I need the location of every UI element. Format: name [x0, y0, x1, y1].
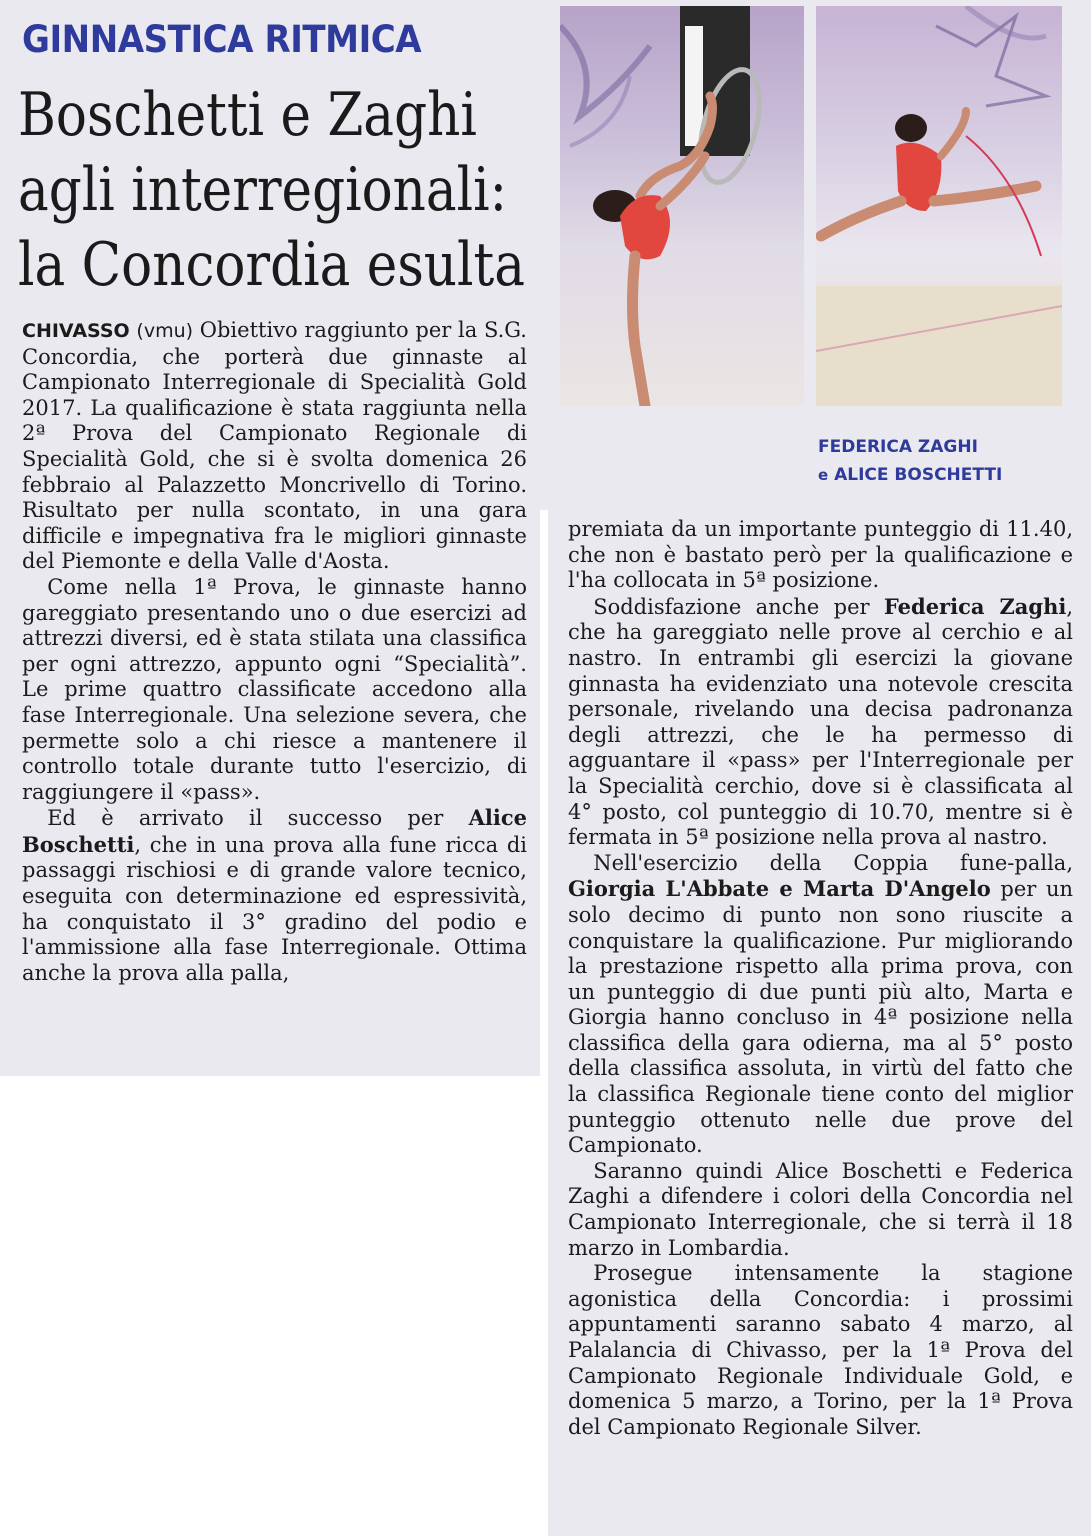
- photo-gymnast-ribbon-illustration: [816, 6, 1062, 406]
- paragraph-5-text: per un solo decimo di punto non sono riuscite a conquistare la qualificazione. Pur migliorando la prestazione rispetto alla prima prova, con un punteggio di due punti più alto, Marta e Giorgia hanno concluso in 4ª posizione nella classifica della gara odierna, ma al 5° posto della classifica assoluta, in virtù del fatto che la classifica Regionale tiene conto del miglior punteggio ottenuto nelle due prove del Campionato.: [568, 877, 1074, 1158]
- headline: [18, 78, 538, 303]
- dateline: CHIVASSO: [22, 320, 130, 342]
- paragraph-1-text: Obiettivo raggiunto per la S.G. Concordia, che porterà due ginnaste al Campionato Interregionale di Specialità Gold 2017. La qualificazione è stata raggiunta nella 2ª Prova del Campionato Regionale di Specialità Gold, che si è svolta domenica 26 febbraio al Palazzetto Moncrivello di Torino. Risultato per nulla scontato, in una gara difficile e impegnativa fra le migliori ginnaste del Piemonte e della Valle d'Aosta.: [22, 318, 527, 574]
- author-initials: (vmu): [136, 320, 194, 342]
- headline-line-2: agli interregionali:: [18, 155, 508, 225]
- name-conjunction: e: [769, 876, 803, 902]
- photo-gymnast-hoop-illustration: [560, 6, 804, 406]
- section-kicker: GINNASTICA RITMICA: [22, 18, 422, 61]
- paragraph-5-intro: Nell'esercizio della Coppia fune-palla,: [593, 850, 1073, 875]
- paragraph-4-intro: Soddisfazione anche per: [593, 594, 884, 619]
- caption-name-2: ALICE BOSCHETTI: [834, 465, 1003, 485]
- photo-gymnast-ribbon: [816, 6, 1062, 406]
- name-marta-dangelo: Marta D'Angelo: [803, 876, 991, 902]
- article-paragraph-3-continued: premiata da un importante punteggio di 11.40, che non è bastato però per la qualificazione e l'ha collocata in 5ª posizione.: [568, 517, 1073, 593]
- article-paragraph-2: Come nella 1ª Prova, le ginnaste hanno gareggiato presentando uno o due esercizi ad attrezzi diversi, ed è stata stilata una classifica per ogni attrezzo, appunto ogni “Specialità”. Le prime quattro classificate accedono alla fase Interregionale. Una selezione severa, che permette solo a chi riesce a mantenere il controllo totale durante tutto l'esercizio, di raggiungere il «pass».: [22, 574, 527, 804]
- article-paragraph-5: [568, 851, 1073, 1159]
- caption-line-2: [818, 461, 1068, 489]
- name-giorgia-labbate: Giorgia L'Abbate: [568, 876, 770, 902]
- headline-line-1: Boschetti e Zaghi: [18, 80, 477, 150]
- photo-caption: [818, 433, 1068, 489]
- headline-line-3: la Concordia esulta: [18, 230, 526, 300]
- article-paragraph-1: [22, 318, 527, 575]
- article-paragraph-4: [568, 594, 1073, 851]
- article-paragraph-6: Saranno quindi Alice Boschetti e Federica Zaghi a difendere i colori della Concordia nel Campionato Interregionale, che si terrà il 18 marzo in Lombardia.: [568, 1158, 1073, 1260]
- name-alice-boschetti: Alice Boschetti: [22, 805, 527, 857]
- paragraph-3-intro: Ed è arrivato il successo per: [47, 806, 469, 831]
- article-paragraph-3: [22, 805, 527, 986]
- article-column-right: [568, 517, 1073, 1440]
- article-column-left: [22, 318, 527, 986]
- name-federica-zaghi: Federica Zaghi: [883, 593, 1067, 619]
- caption-conjunction: e: [818, 466, 829, 484]
- article-paragraph-7: Prosegue intensamente la stagione agonistica della Concordia: i prossimi appuntamenti saranno sabato 4 marzo, al Palalancia di Chivasso, per la 1ª Prova del Campionato Regionale Individuale Gold, e domenica 5 marzo, a Torino, per la 1ª Prova del Campionato Regionale Silver.: [568, 1261, 1073, 1439]
- photo-gymnast-hoop: [560, 6, 804, 406]
- paragraph-4-text: , che ha gareggiato nelle prove al cerchio e al nastro. In entrambi gli esercizi la giovane ginnasta ha evidenziato una notevole crescita personale, rivelando una decisa padronanza degli attrezzi, che le ha permesso di agguantare il «pass» per l'Interregionale per la Specialità cerchio, dove si è classificata al 4° posto, col punteggio di 10.70, mentre si è fermata in 5ª posizione nella prova al nastro.: [568, 594, 1073, 850]
- caption-name-1: FEDERICA ZAGHI: [818, 437, 978, 457]
- paragraph-3-text: , che in una prova alla fune ricca di passaggi rischiosi e di grande valore tecnico, eseguita con determinazione ed espressività, ha conquistato il 3° gradino del podio e l'ammissione alla fase Interregionale. Ottima anche la prova alla palla,: [22, 832, 527, 985]
